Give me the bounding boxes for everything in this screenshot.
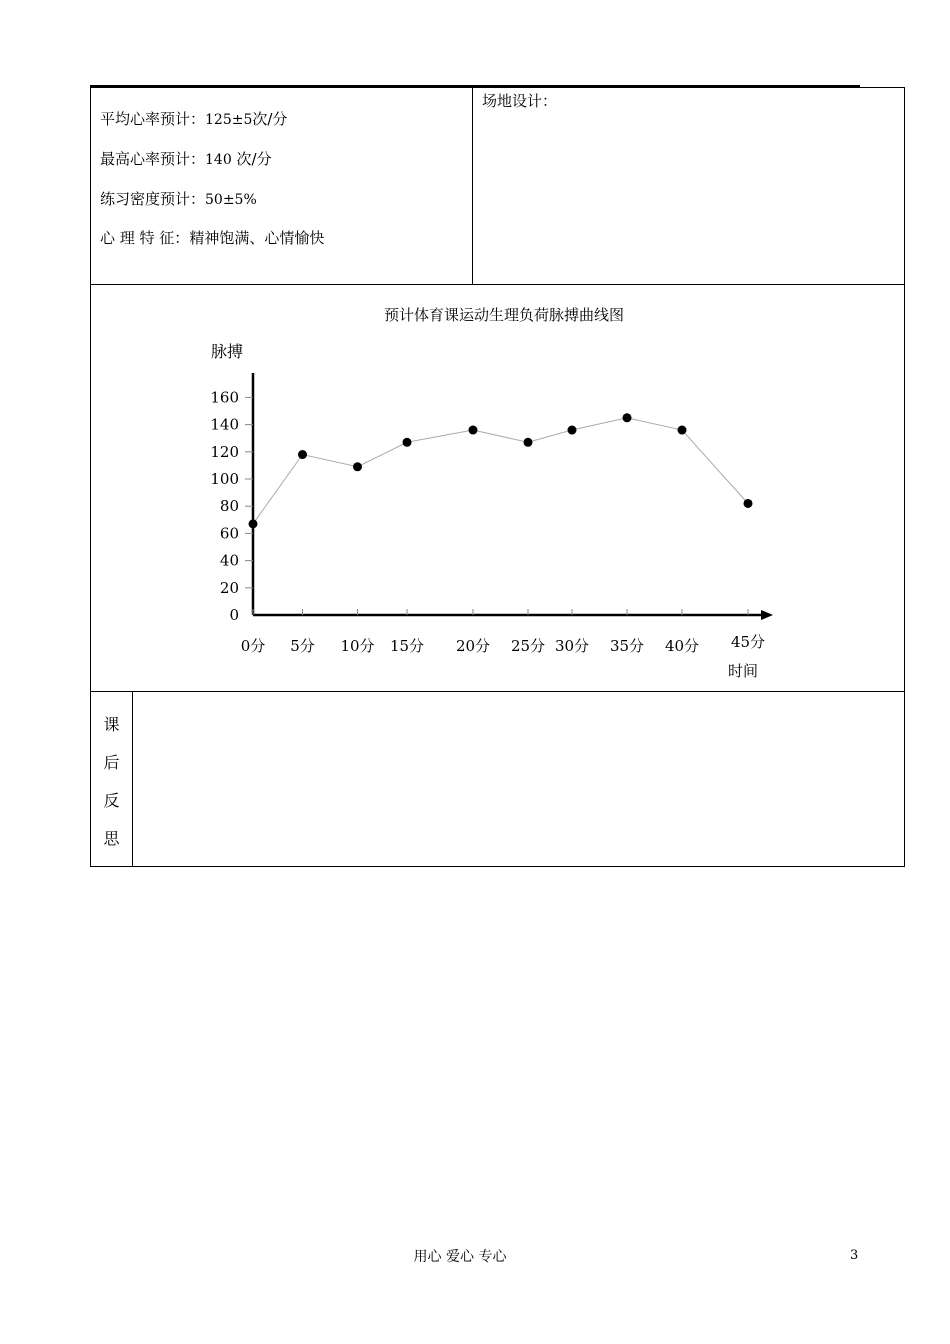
avg-heart-rate-label: 平均心率预计：	[100, 110, 206, 128]
x-axis-arrow	[761, 610, 773, 620]
max-heart-rate-line	[100, 148, 272, 169]
y-tick-label: 100	[210, 470, 239, 488]
x-tick-label: 0分	[240, 637, 266, 655]
pulse-point	[403, 438, 412, 447]
pulse-point	[524, 438, 533, 447]
pulse-point	[678, 426, 687, 435]
y-ticks	[210, 388, 253, 624]
max-heart-rate-value: 140	[205, 152, 232, 168]
psych-feature-value: 精神饱满、心情愉快	[189, 229, 325, 247]
x-tick-label: 10分	[340, 637, 375, 655]
practice-density-label: 练习密度预计：	[100, 190, 206, 208]
max-heart-rate-unit: 次/分	[236, 150, 272, 168]
chart-title: 预计体育课运动生理负荷脉搏曲线图	[383, 306, 625, 324]
y-tick-label: 0	[229, 606, 239, 624]
y-tick-label: 60	[219, 524, 239, 543]
x-tick-label: 5分	[290, 637, 315, 655]
pulse-point	[744, 499, 753, 508]
y-tick-label: 120	[210, 442, 239, 461]
reflection-char: 反	[103, 791, 120, 810]
x-tick-label: 15分	[389, 637, 425, 655]
pulse-point	[298, 450, 307, 459]
pulse-point	[353, 462, 362, 471]
y-tick-label: 160	[210, 388, 239, 407]
pulse-point	[623, 413, 632, 422]
footer-motto: 用心 爱心 专心	[413, 1249, 507, 1265]
psych-feature-label: 心 理 特 征：	[100, 229, 190, 247]
max-heart-rate-label: 最高心率预计：	[100, 150, 206, 168]
pulse-series	[249, 413, 753, 528]
x-tick-label: 45分	[730, 633, 766, 651]
page-number: 3	[850, 1248, 859, 1263]
x-tick-label: 30分	[554, 637, 590, 655]
x-tick-label: 20分	[455, 637, 491, 655]
x-tick-label: 40分	[664, 637, 700, 655]
x-axis-label: 时间	[728, 662, 759, 680]
y-tick-label: 20	[219, 578, 239, 597]
avg-heart-rate-unit: 次/分	[252, 110, 288, 128]
venue-design-label: 场地设计：	[482, 92, 558, 110]
reflection-char: 课	[103, 715, 120, 734]
avg-heart-rate-value: 125±5	[205, 112, 253, 128]
chart-axes	[253, 373, 773, 620]
avg-heart-rate-line	[100, 108, 287, 129]
x-tick-label: 25分	[510, 637, 546, 655]
x-tick-label: 35分	[609, 637, 645, 655]
y-tick-label: 80	[219, 497, 239, 516]
pulse-point	[469, 426, 478, 435]
pulse-line	[253, 418, 748, 524]
pulse-point	[568, 426, 577, 435]
load-estimate-cell	[90, 87, 473, 285]
practice-density-value: 50±5%	[205, 192, 257, 208]
y-tick-label: 140	[210, 415, 239, 434]
reflection-char: 后	[103, 753, 120, 772]
pulse-chart	[91, 285, 904, 691]
reflection-label-cell	[90, 691, 133, 867]
y-tick-label: 40	[219, 551, 239, 570]
venue-design-cell	[472, 87, 905, 285]
y-axis-label: 脉搏	[211, 342, 244, 361]
psych-feature-line	[100, 227, 324, 248]
pulse-chart-cell	[90, 284, 905, 692]
reflection-body-cell[interactable]	[132, 691, 905, 867]
practice-density-line	[100, 188, 257, 209]
pulse-point	[249, 519, 258, 528]
reflection-char: 思	[103, 829, 120, 848]
